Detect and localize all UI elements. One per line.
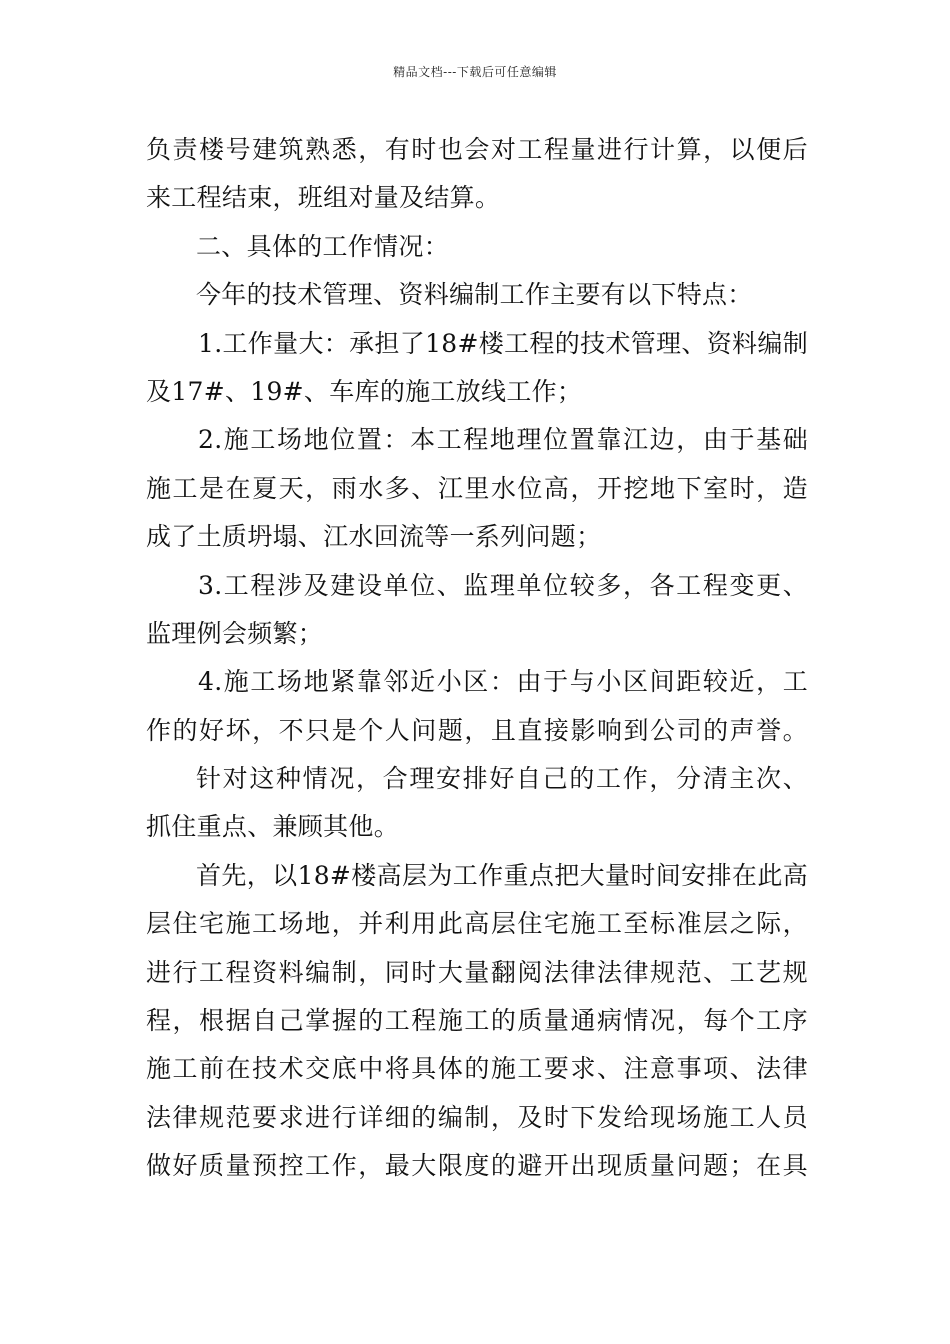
body-line: 今年的技术管理、资料编制工作主要有以下特点： xyxy=(196,280,753,310)
body-line: 成了土质坍塌、江水回流等一系列问题； xyxy=(146,522,602,552)
body-line: 法律规范要求进行详细的编制，及时下发给现场施工人员 xyxy=(146,1102,808,1132)
body-line: 进行工程资料编制，同时大量翻阅法律法律规范、工艺规 xyxy=(146,957,808,987)
body-line: 施工前在技术交底中将具体的施工要求、注意事项、法律 xyxy=(146,1054,808,1084)
document-body xyxy=(146,126,808,1191)
body-line: 层住宅施工场地，并利用此高层住宅施工至标准层之际， xyxy=(146,909,808,939)
list-item: 1.工作量大：承担了18#楼工程的技术管理、资料编制 xyxy=(198,328,808,358)
body-line: 针对这种情况，合理安排好自己的工作，分清主次、 xyxy=(196,764,808,794)
body-line: 程，根据自己掌握的工程施工的质量通病情况，每个工序 xyxy=(146,1006,808,1036)
body-line: 首先，以18#楼高层为工作重点把大量时间安排在此高 xyxy=(196,860,808,890)
body-line: 负责楼号建筑熟悉，有时也会对工程量进行计算，以便后 xyxy=(146,135,808,164)
body-line: 监理例会频繁； xyxy=(146,618,324,648)
list-item: 4.施工场地紧靠邻近小区：由于与小区间距较近，工 xyxy=(198,667,808,697)
list-item: 2.施工场地位置：本工程地理位置靠江边，由于基础 xyxy=(198,425,808,455)
body-line: 抓住重点、兼顾其他。 xyxy=(146,812,400,842)
body-line: 及17#、19#、车库的施工放线工作； xyxy=(146,376,583,406)
body-line: 作的好坏，不只是个人问题，且直接影响到公司的声誉。 xyxy=(146,715,808,745)
list-item: 3.工程涉及建设单位、监理单位较多，各工程变更、 xyxy=(198,570,808,600)
section-heading: 二、具体的工作情况： xyxy=(196,231,450,261)
body-line: 施工是在夏天，雨水多、江里水位高，开挖地下室时，造 xyxy=(146,473,808,503)
page-header: 精品文档---下载后可任意编辑 xyxy=(393,65,557,79)
body-line: 做好质量预控工作，最大限度的避开出现质量问题；在具 xyxy=(146,1151,808,1181)
body-line: 来工程结束，班组对量及结算。 xyxy=(146,183,501,213)
